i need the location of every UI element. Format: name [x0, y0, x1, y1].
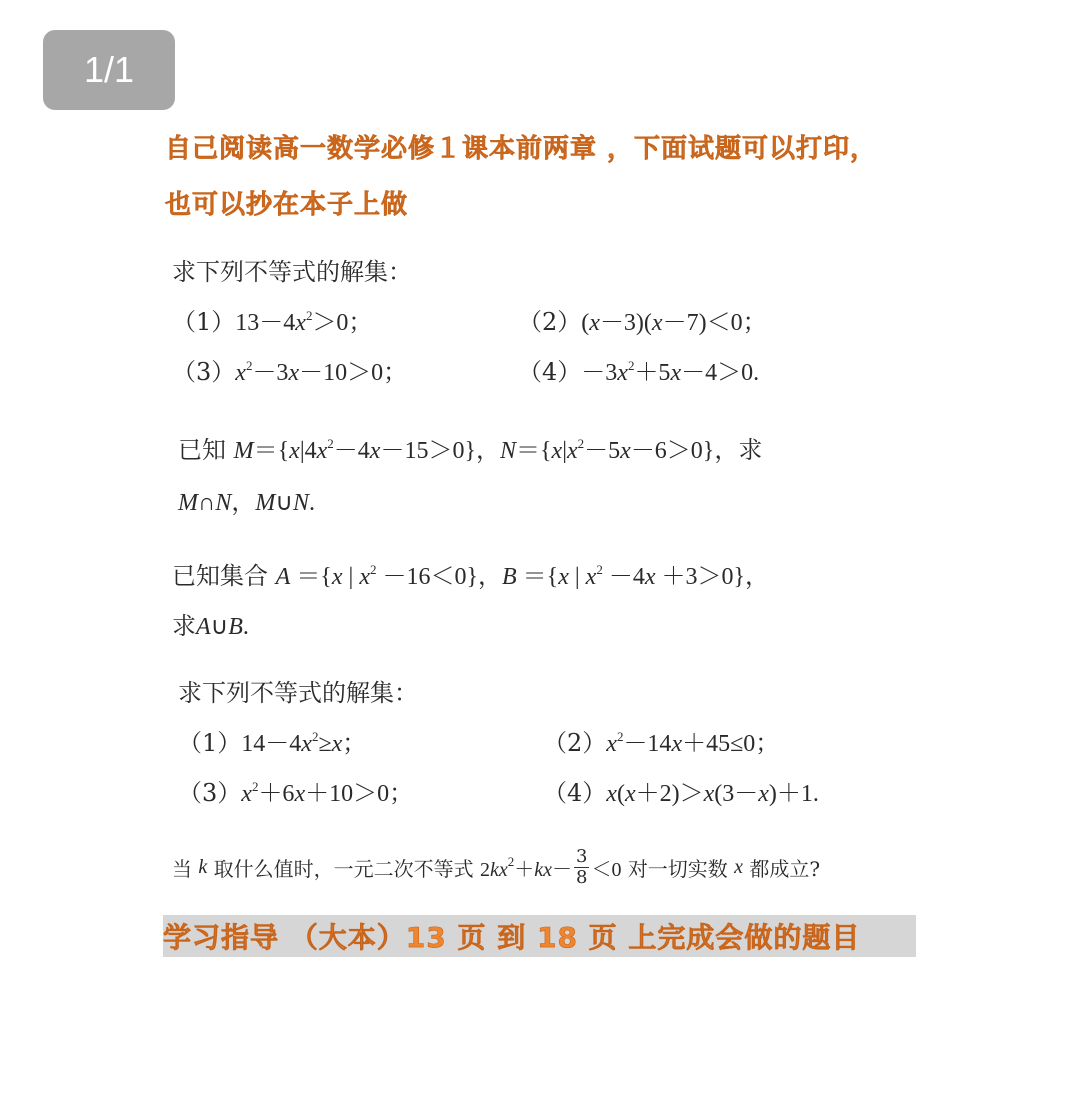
instruction-line-2: 也可以抄在本子上做 [165, 190, 409, 220]
study-guide-banner [163, 915, 916, 957]
problem2-line-1: 已知 $M=\{x|4x^2-4x-15>0\}$，$N=\{x|x^2-5x-6>0\}$，求 [178, 436, 763, 464]
item-label: （1） [172, 308, 236, 336]
var-x: x [734, 856, 744, 878]
item-label: （3） [178, 779, 242, 807]
item-label: （4） [518, 358, 582, 386]
item-label: （4） [543, 779, 607, 807]
problem4-item-2: $(2)x^2-14x+45\le 0$； [543, 729, 780, 757]
fraction: $\frac{3}{8}$ [576, 846, 588, 888]
problem5-prefix: 当 [172, 857, 192, 881]
instruction-line-1: 自己阅读高一数学必修１课本前两章 ，下面试题可以打印， [165, 134, 878, 164]
problem4-title: 求下列不等式的解集： [178, 679, 418, 707]
problem5-middle: 取什么值时，一元二次不等式 [213, 857, 474, 881]
page-indicator: 1/1 [43, 30, 175, 110]
item-label: （1） [178, 729, 242, 757]
item-label: （2） [518, 308, 582, 336]
item-label: （2） [543, 729, 607, 757]
problem5: 当 k 取什么值时，一元二次不等式 $2kx^2+kx-$ $\frac{3}{8}$ ＜0 对一切实数 x 都成立? [172, 846, 821, 888]
problem5-suffix: 对一切实数 [627, 857, 728, 881]
study-guide-text: 学习指导 （大本）13 页 到 18 页 上完成会做的题目 [163, 921, 861, 954]
problem1-item-2: （2）(x－3)(x－7)＜0； [518, 308, 767, 336]
problem5-end: 都成立? [749, 857, 821, 881]
problem1-item-1: $(1)13-4x^2>0$； [172, 308, 373, 336]
problem1-item-3: $(3)x^2-3x-10>0$； [172, 358, 408, 386]
problem3-line-2: 求A∪B. [172, 612, 249, 640]
problem2-line-2: M∩N，M∪N. [178, 490, 315, 516]
problem1-item-4: $(4)-3x^2+5x-4>0$. [518, 358, 760, 386]
problem1-title: 求下列不等式的解集： [172, 258, 412, 286]
problem4-item-4: （4）x(x＋2)＞x(3－x)＋1. [543, 779, 819, 807]
problem4-item-1: $(1)14-4x^2\ge x$； [178, 729, 367, 757]
problem3-line-1: 已知集合 A ＝{x | $x^2 -16<0$}，B ＝{x | $x^2 -4x +3>0$}， [172, 562, 770, 590]
item-label: （3） [172, 358, 236, 386]
var-k: k [198, 856, 208, 878]
problem4-item-3: $(3)x^2+6x+10>0$； [178, 779, 414, 807]
